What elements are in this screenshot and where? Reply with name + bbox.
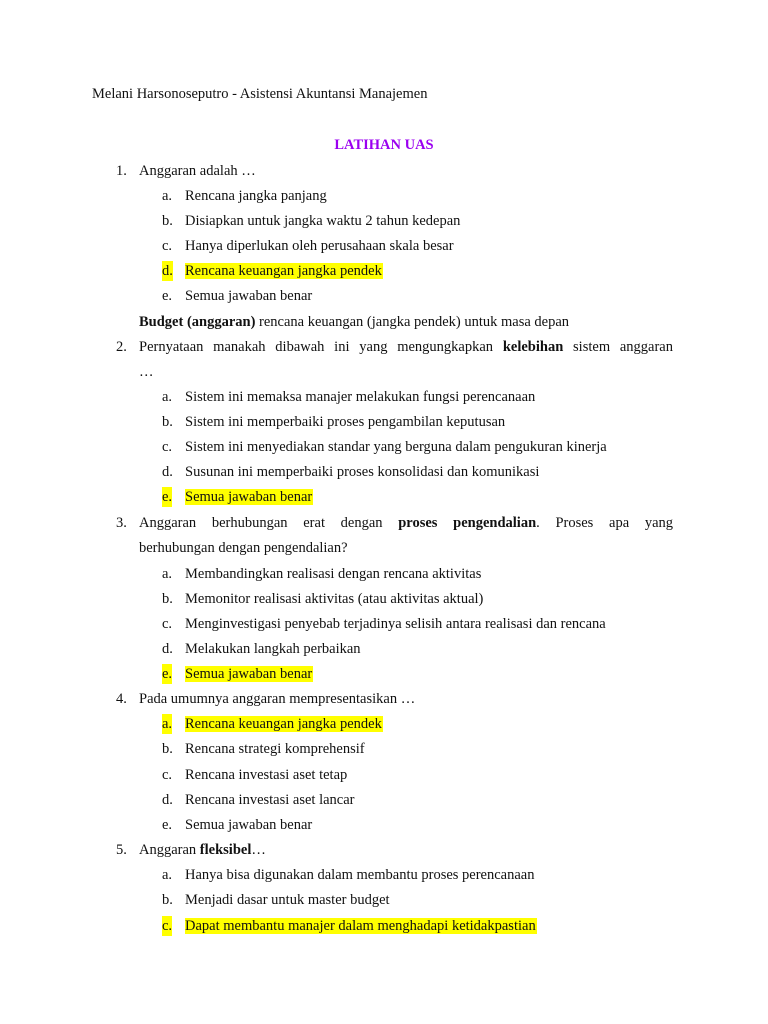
question-text-part: Anggaran berhubungan erat dengan: [139, 515, 399, 531]
option-text: Sistem ini memaksa manajer melakukan fungsi perencanaan: [185, 389, 536, 405]
option-text: Rencana strategi komprehensif: [185, 741, 365, 757]
option-text-highlighted: Rencana keuangan jangka pendek: [185, 263, 382, 279]
question-1-text: Anggaran adalah …: [139, 163, 256, 179]
option-letter: d.: [162, 641, 173, 657]
question-3-number: 3.: [116, 515, 127, 531]
option-letter: c.: [162, 616, 173, 632]
option-text: Sistem ini menyediakan standar yang berguna dalam pengukuran kinerja: [185, 439, 607, 455]
question-4-text: Pada umumnya anggaran mempresentasikan …: [139, 691, 416, 707]
question-5-number: 5.: [116, 842, 127, 858]
option-text-highlighted: Semua jawaban benar: [185, 489, 313, 505]
option-letter: a.: [162, 389, 173, 405]
note-bold-term: Budget (anggaran): [139, 314, 256, 330]
option-letter: c.: [162, 767, 173, 783]
option-text: Disiapkan untuk jangka waktu 2 tahun kedepan: [185, 213, 461, 229]
option-letter: a.: [162, 867, 173, 883]
option-text: Semua jawaban benar: [185, 817, 313, 833]
document-title: LATIHAN UAS: [334, 137, 434, 153]
answer-option: [185, 664, 313, 684]
question-2-number: 2.: [116, 339, 127, 355]
option-letter: b.: [162, 741, 173, 757]
question-5-text: [139, 840, 266, 860]
option-text: Menjadi dasar untuk master budget: [185, 892, 390, 908]
question-3-text-continued: berhubungan dengan pengendalian?: [139, 540, 348, 556]
answer-option: [185, 261, 383, 281]
option-letter: a.: [162, 566, 173, 582]
question-3-text: [139, 513, 673, 533]
option-letter: e.: [162, 817, 173, 833]
option-text: Melakukan langkah perbaikan: [185, 641, 361, 657]
question-bold-term: kelebihan: [502, 339, 564, 355]
option-letter: b.: [162, 591, 173, 607]
option-letter-highlighted: e.: [162, 489, 173, 505]
answer-option: [185, 714, 383, 734]
option-letter-highlighted: c.: [162, 918, 173, 934]
question-bold-term: proses pengendalian: [398, 515, 537, 531]
question-text-part: sistem anggaran: [563, 339, 673, 355]
option-letter: b.: [162, 213, 173, 229]
question-2-text-continued: …: [139, 364, 154, 380]
question-4-number: 4.: [116, 691, 127, 707]
option-text: Memonitor realisasi aktivitas (atau aktivitas aktual): [185, 591, 484, 607]
option-text-highlighted: Rencana keuangan jangka pendek: [185, 716, 382, 732]
option-text-highlighted: Dapat membantu manajer dalam menghadapi ketidakpastian: [185, 918, 536, 934]
option-letter: e.: [162, 288, 173, 304]
option-text-highlighted: Semua jawaban benar: [185, 666, 313, 682]
question-text-part: Pernyataan manakah dibawah ini yang mengungkapkan: [139, 339, 503, 355]
option-text: Menginvestigasi penyebab terjadinya selisih antara realisasi dan rencana: [185, 616, 606, 632]
answer-option: [185, 487, 313, 507]
option-text: Hanya diperlukan oleh perusahaan skala besar: [185, 238, 454, 254]
option-letter: d.: [162, 792, 173, 808]
answer-option: [185, 916, 537, 936]
question-bold-term: fleksibel: [199, 842, 252, 858]
document-header: Melani Harsonoseputro - Asistensi Akuntansi Manajemen: [92, 86, 428, 102]
option-letter-highlighted: d.: [162, 263, 173, 279]
question-1-note: [139, 312, 569, 332]
option-text: Sistem ini memperbaiki proses pengambilan keputusan: [185, 414, 506, 430]
question-text-part: Anggaran: [139, 842, 200, 858]
option-letter: b.: [162, 892, 173, 908]
question-1-number: 1.: [116, 163, 127, 179]
option-text: Rencana investasi aset lancar: [185, 792, 355, 808]
option-letter: a.: [162, 188, 173, 204]
question-text-part: . Proses apa yang: [536, 515, 673, 531]
note-text: rencana keuangan (jangka pendek) untuk masa depan: [255, 314, 570, 330]
option-letter-highlighted: a.: [162, 716, 173, 732]
option-text: Hanya bisa digunakan dalam membantu proses perencanaan: [185, 867, 535, 883]
question-text-part: …: [251, 842, 266, 858]
option-text: Semua jawaban benar: [185, 288, 313, 304]
option-letter-highlighted: e.: [162, 666, 173, 682]
question-2-text: [139, 337, 673, 357]
option-letter: d.: [162, 464, 173, 480]
option-text: Susunan ini memperbaiki proses konsolidasi dan komunikasi: [185, 464, 540, 480]
option-letter: c.: [162, 439, 173, 455]
option-text: Rencana investasi aset tetap: [185, 767, 348, 783]
option-text: Rencana jangka panjang: [185, 188, 327, 204]
option-letter: c.: [162, 238, 173, 254]
option-letter: b.: [162, 414, 173, 430]
option-text: Membandingkan realisasi dengan rencana aktivitas: [185, 566, 482, 582]
